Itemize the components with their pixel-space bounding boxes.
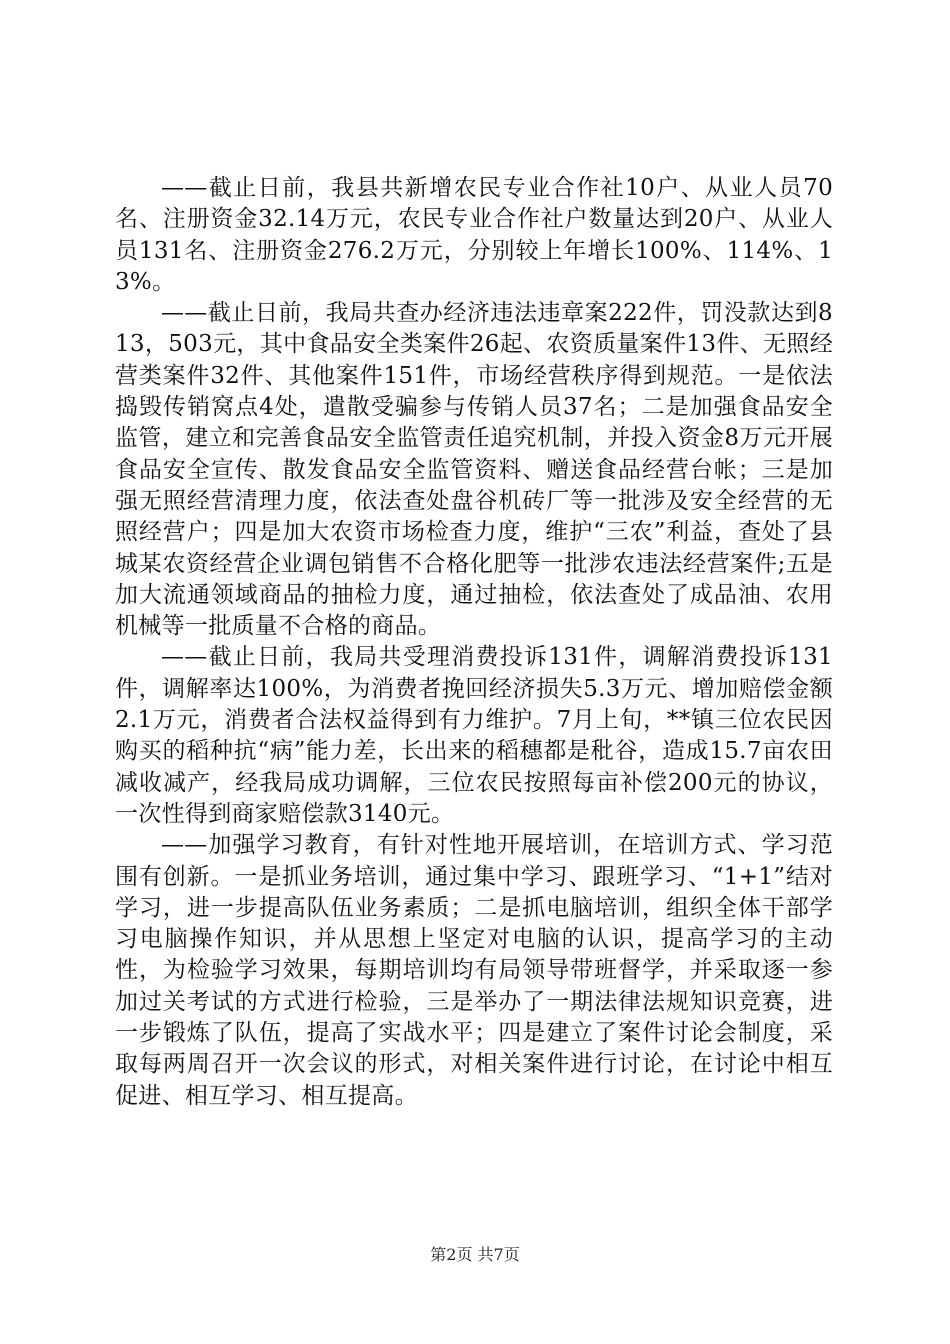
paragraph-cooperatives: ——截止日前，我县共新增农民专业合作社10户、从业人员70名、注册资金32.14万元，农民专业合作社户数量达到20户、从业人员131名、注册资金276.2万元，分别较上年增长100%、114%、13%。 bbox=[115, 175, 833, 295]
paragraph-consumer-complaints: ——截止日前，我局共受理消费投诉131件，调解消费投诉131件，调解率达100%，为消费者挽回经济损失5.3万元、增加赔偿金额2.1万元，消费者合法权益得到有力维护。7月上旬，**镇三位农民因购买的稻种抗“病”能力差，长出来的稻穗都是秕谷，造成15.7亩农田减收减产，经我局成功调解，三位农民按照每亩补偿200元的协议，一次性得到商家赔偿款3140元。 bbox=[115, 644, 833, 827]
paragraph-violation-cases: ——截止日前，我局共查办经济违法违章案222件，罚没款达到813，503元，其中食品安全类案件26起、农资质量案件13件、无照经营类案件32件、其他案件151件，市场经营秩序得到规范。一是依法捣毁传销窝点4处，遣散受骗参与传销人员37名；二是加强食品安全监管，建立和完善食品安全监管责任追究机制，并投入资金8万元开展食品安全宣传、散发食品安全监管资料、赠送食品经营台帐；三是加强无照经营清理力度，依法查处盘谷机砖厂等一批涉及安全经营的无照经营户；四是加大农资市场检查力度，维护“三农”利益，查处了县城某农资经营企业调包销售不合格化肥等一批涉农违法经营案件;五是加大流通领域商品的抽检力度，通过抽检，依法查处了成品油、农用机械等一批质量不合格的商品。 bbox=[115, 300, 833, 640]
document-body bbox=[115, 173, 833, 1112]
paragraph-training: ——加强学习教育，有针对性地开展培训，在培训方式、学习范围有创新。一是抓业务培训，通过集中学习、跟班学习、“1+1”结对学习，进一步提高队伍业务素质；二是抓电脑培训，组织全体干部学习电脑操作知识，并从思想上坚定对电脑的认识，提高学习的主动性，为检验学习效果，每期培训均有局领导带班督学，并采取逐一参加过关考试的方式进行检验，三是举办了一期法律法规知识竞赛，进一步锻炼了队伍，提高了实战水平；四是建立了案件讨论会制度，采取每两周召开一次会议的形式，对相关案件进行讨论，在讨论中相互促进、相互学习、相互提高。 bbox=[115, 832, 833, 1109]
page-footer: 第2页 共7页 bbox=[430, 1245, 520, 1264]
